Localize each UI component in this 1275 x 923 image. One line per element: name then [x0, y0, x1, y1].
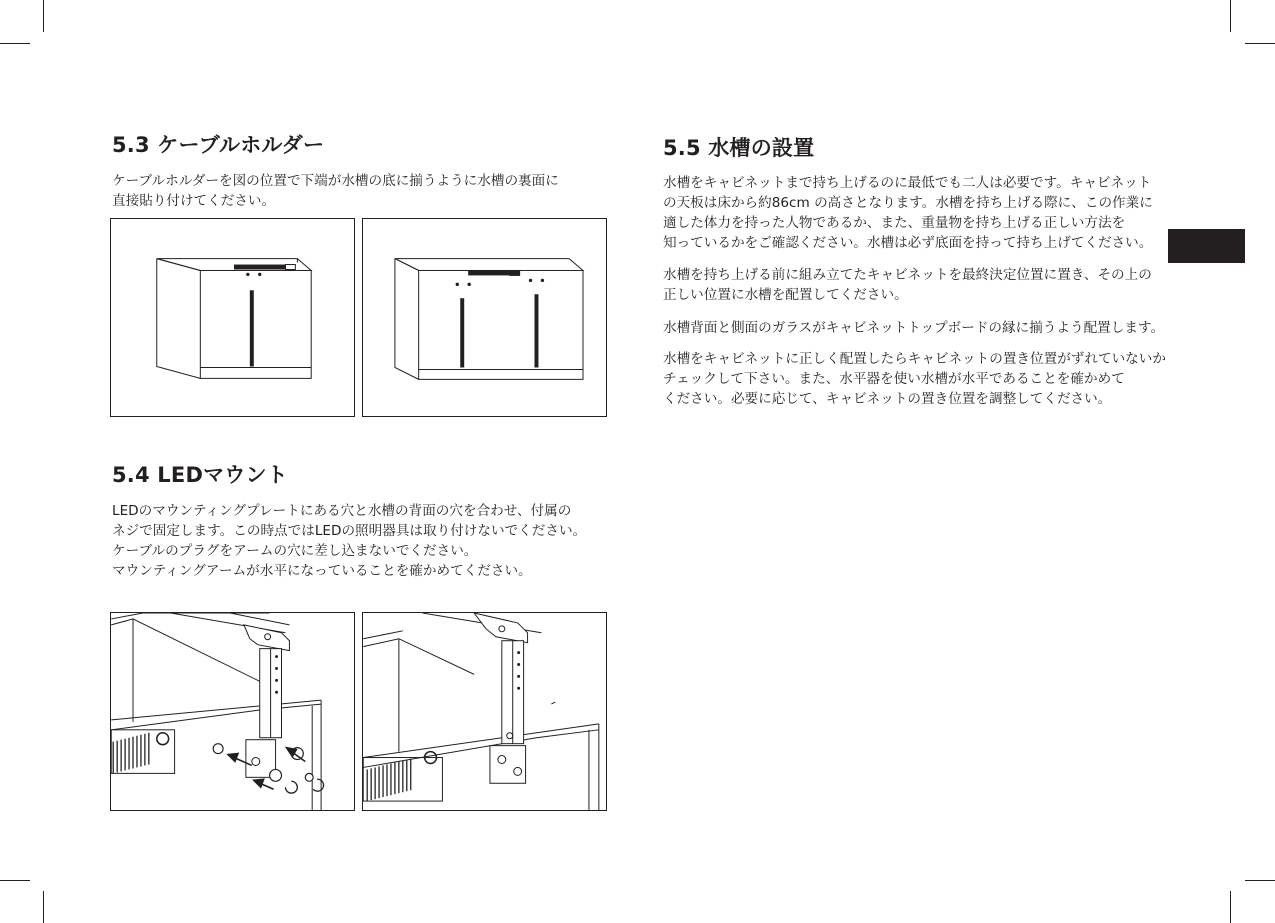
paragraph-5-5-3 — [663, 318, 1164, 338]
text-line: の天板は床から約86cm の高さとなります。水槽を持ち上げる際に、この作業に — [663, 195, 1153, 211]
heading-5-3: 5.3 ケーブルホルダー — [112, 133, 325, 157]
text-line: LEDのマウンティングプレートにある穴と水槽の背面の穴を合わせ、付属の — [112, 503, 572, 519]
text-line: 正しい位置に水槽を配置してください。 — [663, 287, 908, 303]
crop-mark-bl-v — [43, 891, 44, 923]
figure-cable-holder-double — [362, 218, 607, 417]
text-line: ください。必要に応じて、キャビネットの置き位置を調整してください。 — [663, 391, 1112, 407]
language-tab-marker — [1168, 229, 1245, 263]
text-line: 水槽を持ち上げる前に組み立てたキャビネットを最終決定位置に置き、その上の — [663, 267, 1152, 283]
crop-mark-bl-h — [0, 880, 30, 881]
paragraph-5-5-4 — [663, 349, 1166, 409]
paragraph-5-5-2 — [663, 265, 1152, 305]
text-line: ケーブルのプラグをアームの穴に差し込まないでください。 — [112, 543, 478, 559]
cabinet-illustration-double — [363, 219, 606, 416]
figure-cable-holder-single — [110, 218, 355, 417]
text-line: 直接貼り付けてください。 — [112, 193, 276, 209]
text-line: 適した体力を持った人物であるか、また、重量物を持ち上げる正しい方法を — [663, 215, 1126, 231]
text-line: 水槽背面と側面のガラスがキャビネットトップボードの縁に揃うよう配置します。 — [663, 320, 1165, 336]
crop-mark-tr-h — [1245, 43, 1275, 44]
cabinet-illustration-single — [111, 219, 354, 416]
paragraph-5-5-1 — [663, 173, 1153, 253]
heading-5-4: 5.4 LEDマウント — [112, 463, 288, 487]
crop-mark-tl-h — [0, 43, 30, 44]
text-line: マウンティングアームが水平になっていることを確かめてください。 — [112, 563, 532, 579]
text-line: チェックして下さい。また、水平器を使い水槽が水平であることを確かめて — [663, 371, 1125, 387]
led-mount-installed-illustration — [363, 613, 606, 810]
text-line: 知っているかをご確認ください。水槽は必ず底面を持って持ち上げてください。 — [663, 235, 1153, 251]
figure-led-mount-attach — [110, 612, 355, 811]
figure-led-mount-installed — [362, 612, 607, 811]
text-line: 水槽をキャビネットに正しく配置したらキャビネットの置き位置がずれていないか — [663, 351, 1166, 367]
led-mount-attach-illustration — [111, 613, 354, 810]
paragraph-5-3 — [112, 171, 559, 211]
crop-mark-br-v — [1230, 891, 1231, 923]
text-line: 水槽をキャビネットまで持ち上げるのに最低でも二人は必要です。キャビネット — [663, 175, 1152, 191]
text-line: ネジで固定します。この時点ではLEDの照明器具は取り付けないでください。 — [112, 523, 587, 539]
crop-mark-br-h — [1245, 880, 1275, 881]
crop-mark-tl-v — [43, 0, 44, 32]
heading-5-5: 5.5 水槽の設置 — [663, 136, 815, 160]
text-line: ケーブルホルダーを図の位置で下端が水槽の底に揃うように水槽の裏面に — [112, 173, 559, 189]
crop-mark-tr-v — [1230, 0, 1231, 32]
paragraph-5-4 — [112, 501, 586, 581]
